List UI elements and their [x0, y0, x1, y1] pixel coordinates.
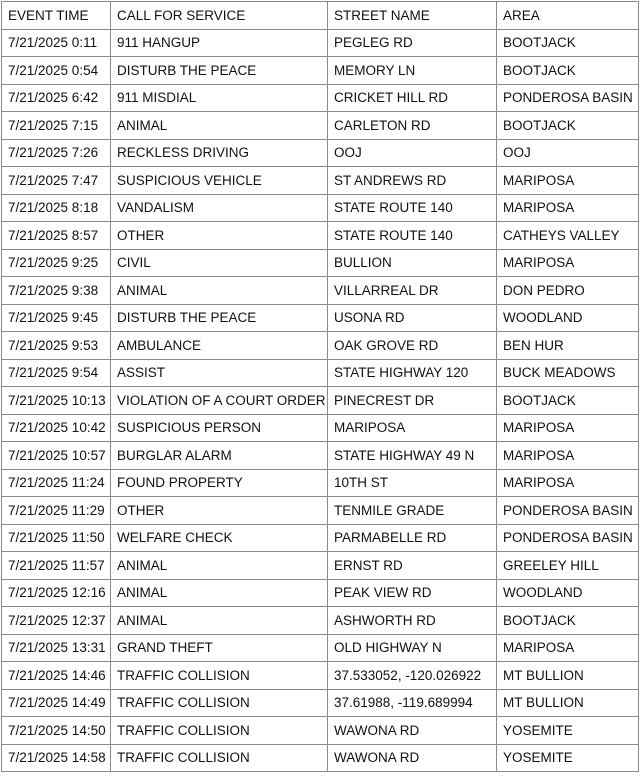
- cell-call-for-service: 911 HANGUP: [111, 29, 328, 57]
- cell-event-time: 7/21/2025 6:42: [2, 84, 111, 112]
- cell-event-time: 7/21/2025 13:31: [2, 634, 111, 662]
- cell-call-for-service: SUSPICIOUS VEHICLE: [111, 167, 328, 195]
- cell-street-name: OAK GROVE RD: [328, 332, 497, 360]
- table-row: [2, 497, 639, 525]
- table-row: [2, 29, 639, 57]
- cell-street-name: PEGLEG RD: [328, 29, 497, 57]
- cell-event-time: 7/21/2025 0:11: [2, 29, 111, 57]
- cell-call-for-service: ANIMAL: [111, 277, 328, 305]
- table-row: [2, 139, 639, 167]
- table-body: [2, 29, 639, 772]
- cell-street-name: MARIPOSA: [328, 414, 497, 442]
- cell-street-name: CARLETON RD: [328, 112, 497, 140]
- cell-event-time: 7/21/2025 10:13: [2, 387, 111, 415]
- cell-area: PONDEROSA BASIN: [497, 84, 639, 112]
- cell-event-time: 7/21/2025 12:16: [2, 579, 111, 607]
- cell-street-name: PARMABELLE RD: [328, 524, 497, 552]
- cell-call-for-service: ANIMAL: [111, 112, 328, 140]
- table-row: [2, 249, 639, 277]
- cell-call-for-service: VIOLATION OF A COURT ORDER: [111, 387, 328, 415]
- cell-call-for-service: TRAFFIC COLLISION: [111, 689, 328, 717]
- cell-call-for-service: ANIMAL: [111, 607, 328, 635]
- cell-street-name: MEMORY LN: [328, 57, 497, 85]
- cell-street-name: VILLARREAL DR: [328, 277, 497, 305]
- cell-call-for-service: ASSIST: [111, 359, 328, 387]
- cell-call-for-service: WELFARE CHECK: [111, 524, 328, 552]
- cell-call-for-service: DISTURB THE PEACE: [111, 57, 328, 85]
- cell-street-name: OLD HIGHWAY N: [328, 634, 497, 662]
- cell-area: BOOTJACK: [497, 607, 639, 635]
- header-call-for-service: CALL FOR SERVICE: [111, 2, 328, 30]
- cell-area: BOOTJACK: [497, 29, 639, 57]
- table-row: [2, 84, 639, 112]
- call-log-table: [1, 1, 639, 772]
- table-row: [2, 167, 639, 195]
- cell-event-time: 7/21/2025 14:58: [2, 744, 111, 772]
- table-row: [2, 634, 639, 662]
- cell-event-time: 7/21/2025 10:57: [2, 442, 111, 470]
- cell-area: BEN HUR: [497, 332, 639, 360]
- table-row: [2, 57, 639, 85]
- cell-street-name: 37.533052, -120.026922: [328, 662, 497, 690]
- table-row: [2, 469, 639, 497]
- cell-event-time: 7/21/2025 10:42: [2, 414, 111, 442]
- cell-event-time: 7/21/2025 8:57: [2, 222, 111, 250]
- table-row: [2, 579, 639, 607]
- cell-area: MARIPOSA: [497, 442, 639, 470]
- cell-call-for-service: CIVIL: [111, 249, 328, 277]
- cell-event-time: 7/21/2025 9:38: [2, 277, 111, 305]
- header-row: [2, 2, 639, 30]
- cell-area: MARIPOSA: [497, 414, 639, 442]
- header-event-time: EVENT TIME: [2, 2, 111, 30]
- table-row: [2, 359, 639, 387]
- table-row: [2, 689, 639, 717]
- cell-event-time: 7/21/2025 7:47: [2, 167, 111, 195]
- cell-street-name: STATE HIGHWAY 49 N: [328, 442, 497, 470]
- table-row: [2, 304, 639, 332]
- cell-street-name: OOJ: [328, 139, 497, 167]
- cell-street-name: BULLION: [328, 249, 497, 277]
- cell-area: BOOTJACK: [497, 112, 639, 140]
- table-row: [2, 277, 639, 305]
- cell-street-name: STATE ROUTE 140: [328, 194, 497, 222]
- cell-call-for-service: ANIMAL: [111, 579, 328, 607]
- table-row: [2, 662, 639, 690]
- cell-call-for-service: RECKLESS DRIVING: [111, 139, 328, 167]
- cell-area: MT BULLION: [497, 662, 639, 690]
- cell-area: YOSEMITE: [497, 717, 639, 745]
- table-row: [2, 414, 639, 442]
- table-row: [2, 222, 639, 250]
- cell-street-name: ASHWORTH RD: [328, 607, 497, 635]
- cell-call-for-service: OTHER: [111, 222, 328, 250]
- cell-area: MARIPOSA: [497, 469, 639, 497]
- cell-call-for-service: TRAFFIC COLLISION: [111, 662, 328, 690]
- cell-street-name: ERNST RD: [328, 552, 497, 580]
- cell-call-for-service: ANIMAL: [111, 552, 328, 580]
- cell-event-time: 7/21/2025 11:24: [2, 469, 111, 497]
- cell-event-time: 7/21/2025 14:49: [2, 689, 111, 717]
- cell-area: PONDEROSA BASIN: [497, 497, 639, 525]
- cell-event-time: 7/21/2025 12:37: [2, 607, 111, 635]
- cell-street-name: STATE ROUTE 140: [328, 222, 497, 250]
- cell-call-for-service: TRAFFIC COLLISION: [111, 744, 328, 772]
- cell-call-for-service: AMBULANCE: [111, 332, 328, 360]
- cell-street-name: PEAK VIEW RD: [328, 579, 497, 607]
- table-row: [2, 717, 639, 745]
- cell-area: MARIPOSA: [497, 194, 639, 222]
- cell-street-name: WAWONA RD: [328, 744, 497, 772]
- cell-area: MARIPOSA: [497, 634, 639, 662]
- cell-area: OOJ: [497, 139, 639, 167]
- header-area: AREA: [497, 2, 639, 30]
- cell-event-time: 7/21/2025 14:46: [2, 662, 111, 690]
- cell-call-for-service: GRAND THEFT: [111, 634, 328, 662]
- table-row: [2, 524, 639, 552]
- cell-event-time: 7/21/2025 8:18: [2, 194, 111, 222]
- cell-area: GREELEY HILL: [497, 552, 639, 580]
- cell-event-time: 7/21/2025 7:26: [2, 139, 111, 167]
- cell-area: BOOTJACK: [497, 57, 639, 85]
- cell-call-for-service: SUSPICIOUS PERSON: [111, 414, 328, 442]
- table-row: [2, 607, 639, 635]
- table-row: [2, 332, 639, 360]
- cell-street-name: STATE HIGHWAY 120: [328, 359, 497, 387]
- table-row: [2, 194, 639, 222]
- cell-call-for-service: VANDALISM: [111, 194, 328, 222]
- cell-area: PONDEROSA BASIN: [497, 524, 639, 552]
- cell-call-for-service: BURGLAR ALARM: [111, 442, 328, 470]
- cell-event-time: 7/21/2025 9:53: [2, 332, 111, 360]
- cell-area: MARIPOSA: [497, 167, 639, 195]
- cell-call-for-service: TRAFFIC COLLISION: [111, 717, 328, 745]
- cell-event-time: 7/21/2025 9:45: [2, 304, 111, 332]
- cell-call-for-service: DISTURB THE PEACE: [111, 304, 328, 332]
- table-row: [2, 387, 639, 415]
- table-row: [2, 112, 639, 140]
- cell-street-name: PINECREST DR: [328, 387, 497, 415]
- cell-event-time: 7/21/2025 9:54: [2, 359, 111, 387]
- cell-street-name: TENMILE GRADE: [328, 497, 497, 525]
- cell-street-name: 37.61988, -119.689994: [328, 689, 497, 717]
- cell-event-time: 7/21/2025 14:50: [2, 717, 111, 745]
- cell-area: WOODLAND: [497, 304, 639, 332]
- cell-area: YOSEMITE: [497, 744, 639, 772]
- cell-street-name: WAWONA RD: [328, 717, 497, 745]
- table-row: [2, 442, 639, 470]
- cell-event-time: 7/21/2025 9:25: [2, 249, 111, 277]
- cell-call-for-service: 911 MISDIAL: [111, 84, 328, 112]
- cell-area: MARIPOSA: [497, 249, 639, 277]
- cell-event-time: 7/21/2025 11:57: [2, 552, 111, 580]
- cell-call-for-service: FOUND PROPERTY: [111, 469, 328, 497]
- cell-event-time: 7/21/2025 7:15: [2, 112, 111, 140]
- cell-event-time: 7/21/2025 11:50: [2, 524, 111, 552]
- cell-area: CATHEYS VALLEY: [497, 222, 639, 250]
- cell-area: MT BULLION: [497, 689, 639, 717]
- cell-call-for-service: OTHER: [111, 497, 328, 525]
- header-street-name: STREET NAME: [328, 2, 497, 30]
- cell-area: DON PEDRO: [497, 277, 639, 305]
- cell-street-name: 10TH ST: [328, 469, 497, 497]
- cell-area: BUCK MEADOWS: [497, 359, 639, 387]
- table-row: [2, 552, 639, 580]
- table-row: [2, 744, 639, 772]
- cell-event-time: 7/21/2025 11:29: [2, 497, 111, 525]
- cell-street-name: ST ANDREWS RD: [328, 167, 497, 195]
- cell-event-time: 7/21/2025 0:54: [2, 57, 111, 85]
- cell-street-name: USONA RD: [328, 304, 497, 332]
- cell-area: WOODLAND: [497, 579, 639, 607]
- cell-street-name: CRICKET HILL RD: [328, 84, 497, 112]
- cell-area: BOOTJACK: [497, 387, 639, 415]
